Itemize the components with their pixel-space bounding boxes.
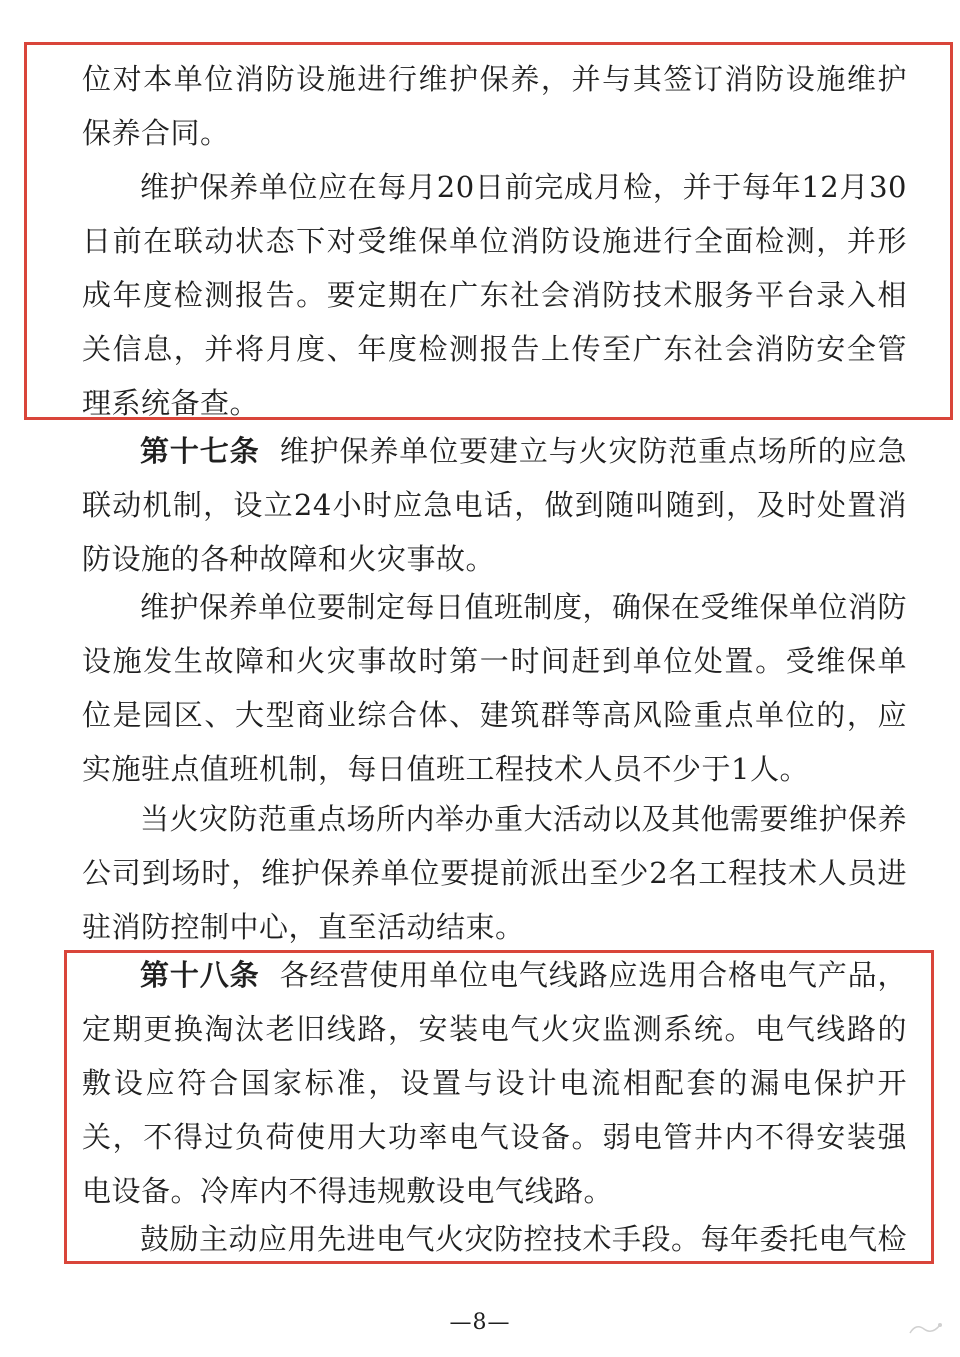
page-number: —8— — [449, 1310, 511, 1335]
article-17 — [82, 424, 907, 586]
article-18-label: 第十八条 — [140, 958, 260, 992]
article-17-text: 维护保养单位要建立与火灾防范重点场所的应急联动机制，设立24小时应急电话，做到随叫随到，及时处置消防设施的各种故障和火灾事故。 — [82, 434, 907, 576]
paragraph-duty-system: 维护保养单位要制定每日值班制度，确保在受维保单位消防设施发生故障和火灾事故时第一时间赶到单位处置。受维保单位是园区、大型商业综合体、建筑群等高风险重点单位的，应实施驻点值班机制，每日值班工程技术人员不少于1人。 — [82, 590, 908, 786]
paragraph-monthly-inspection: 维护保养单位应在每月20日前完成月检，并于每年12月30日前在联动状态下对受维保单位消防设施进行全面检测，并形成年度检测报告。要定期在广东社会消防技术服务平台录入相关信息，并将月度、年度检测报告上传至广东社会消防安全管理系统备查。 — [82, 170, 907, 420]
article-18-text: 各经营使用单位电气线路应选用合格电气产品，定期更换淘汰老旧线路，安装电气火灾监测系统。电气线路的敷设应符合国家标准，设置与设计电流相配套的漏电保护开关，不得过负荷使用大功率电气设备。弱电管井内不得安装强电设备。冷库内不得违规敷设电气线路。 — [82, 958, 907, 1208]
article-18 — [82, 948, 907, 1218]
paragraph-maintenance-contract: 位对本单位消防设施进行维护保养，并与其签订消防设施维护保养合同。 — [82, 62, 907, 150]
watermark-icon — [906, 1317, 946, 1339]
paragraph-electrical-fire-tech: 鼓励主动应用先进电气火灾防控技术手段。每年委托电气检 — [140, 1222, 908, 1256]
paragraph-major-events: 当火灾防范重点场所内举办重大活动以及其他需要维护保养公司到场时，维护保养单位要提前派出至少2名工程技术人员进驻消防控制中心，直至活动结束。 — [82, 802, 908, 944]
article-17-label: 第十七条 — [140, 434, 260, 468]
